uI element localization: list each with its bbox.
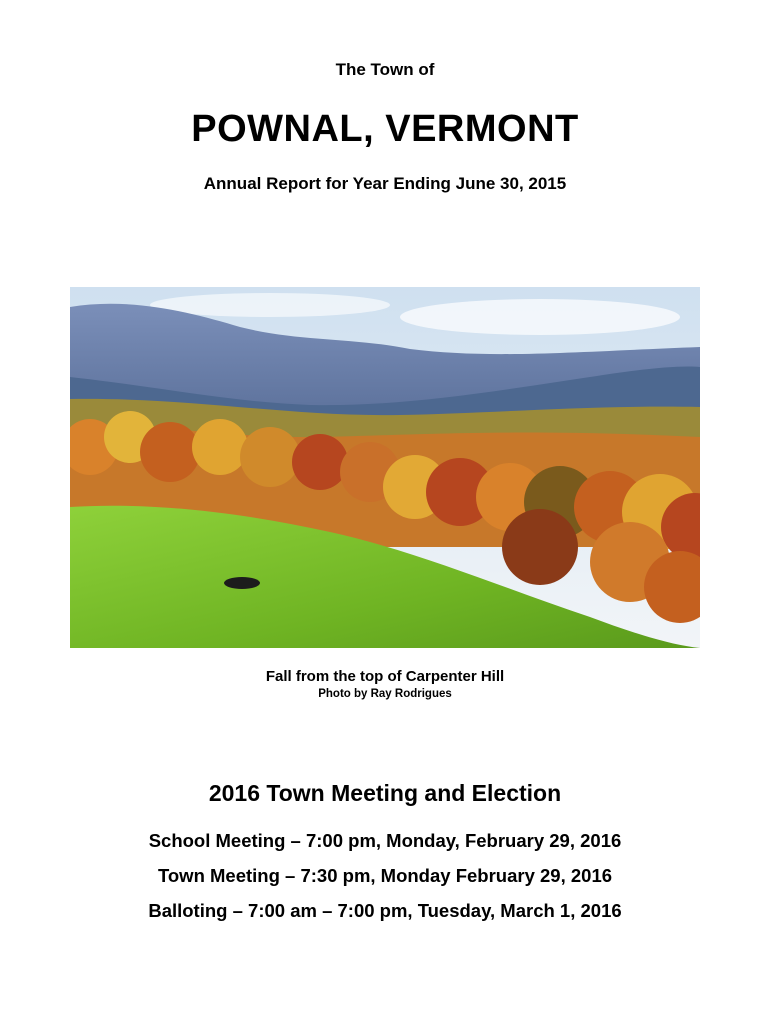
cloud [400,299,680,335]
rock [224,577,260,589]
landscape-illustration [70,287,700,648]
report-subtitle: Annual Report for Year Ending June 30, 2015 [203,174,567,193]
tree [292,434,348,490]
pre-title: The Town of [335,60,435,79]
tree [192,419,248,475]
school-meeting-line: School Meeting – 7:00 pm, Monday, February 29, 2016 [148,830,622,851]
photo-credit: Photo by Ray Rodrigues [318,688,452,700]
page-title: POWNAL, VERMONT [191,108,579,150]
tree [502,509,578,585]
town-meeting-line: Town Meeting – 7:30 pm, Monday February 29, 2016 [157,865,613,886]
balloting-line: Balloting – 7:00 am – 7:00 pm, Tuesday, March 1, 2016 [148,900,622,921]
landscape-photo [70,287,700,648]
meeting-heading: 2016 Town Meeting and Election [208,780,562,806]
tree [240,427,300,487]
photo-caption: Fall from the top of Carpenter Hill [265,668,505,685]
tree [140,422,200,482]
